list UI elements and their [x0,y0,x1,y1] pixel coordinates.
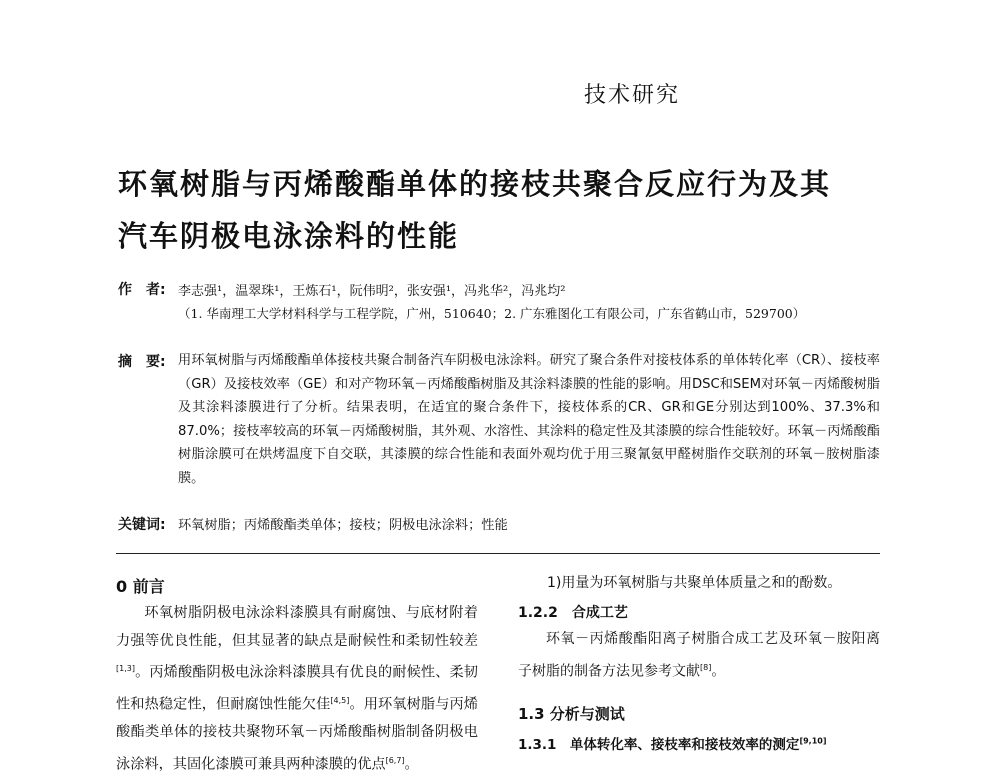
synthesis-ref: [8] [700,662,712,672]
keywords-label: 关键词: [118,517,166,533]
abstract-label: 摘 要: [118,354,166,370]
intro-text-c: 。用环氧树脂与丙烯酸酯类单体的接枝共聚物环氧－丙烯酸酯树脂制备阴极电泳涂料，其固化漆膜可兼具两种漆膜的优点 [116,696,478,773]
intro-ref-b: [4,5] [330,696,350,706]
heading-1-3-1-ref: [9,10] [799,736,827,746]
intro-text-a: 环氧树脂阴极电泳涂料漆膜具有耐腐蚀、与底材附着力强等优良性能，但其显著的缺点是耐候性和柔韧性较差 [116,605,478,649]
intro-text-d: 。 [404,756,419,773]
intro-ref-c: [6,7] [385,755,405,765]
heading-1-3-1-text: 1.3.1 单体转化率、接枝率和接枝效率的测定 [518,737,800,753]
synthesis-text: 环氧－丙烯酸酯阳离子树脂合成工艺及环氧－胺阳离子树脂的制备方法见参考文献 [518,631,880,680]
intro-text-b: 。丙烯酸酯阴极电泳涂料漆膜具有优良的耐候性、柔韧性和热稳定性，但耐腐蚀性能欠佳 [116,664,478,713]
paper-title-line-1: 环氧树脂与丙烯酸酯单体的接枝共聚合反应行为及其 [118,167,832,201]
abstract-text: 用环氧树脂与丙烯酸酯单体接枝共聚合制备汽车阴极电泳涂料。研究了聚合条件对接枝体系的单体转化率（CR）、接枝率（GR）及接枝效率（GE）和对产物环氧－丙烯酸酯树脂及其涂料漆膜的性能的影响。用DSC和SEM对环氧－丙烯酸树脂及其涂料漆膜进行了分析。结果表明，在适宜的聚合条件下，接枝体系的CR、GR和GE分别达到100%、37.3%和87.0%；接枝率较高的环氧－丙烯酸树脂，其外观、水溶性、其涂料的稳定性及其漆膜的综合性能较好。环氧－丙烯酸酯树脂涂膜可在烘烤温度下自交联，其漆膜的综合性能和表面外观均优于用三聚氰氨甲醛树脂作交联剂的环氧－胺树脂漆膜。 [178,353,880,486]
author-names: 李志强¹，温翠珠¹，王炼石¹，阮伟明²，张安强¹，冯兆华²，冯兆均² [178,284,566,299]
paper-title-line-2: 汽车阴极电泳涂料的性能 [118,219,460,253]
table-footnote: 1)用量为环氧树脂与共聚单体质量之和的酚数。 [547,575,842,591]
authors-label: 作 者: [118,282,166,298]
intro-paragraph [116,600,478,779]
keywords-text: 环氧树脂；丙烯酸酯类单体；接枝；阴极电泳涂料；性能 [178,518,508,533]
heading-1-3: 1.3 分析与测试 [518,705,625,723]
synthesis-text-end: 。 [711,663,726,680]
intro-heading: 0 前言 [116,577,165,596]
section-divider [116,553,880,554]
section-tag: 技术研究 [584,83,681,108]
author-affiliations: （1. 华南理工大学材料科学与工程学院，广州，510640；2. 广东雅图化工有限公司，广东省鹤山市，529700） [178,306,806,321]
intro-ref-a: [1,3] [116,664,135,673]
heading-1-3-1 [518,733,827,753]
synthesis-paragraph [518,626,880,686]
heading-1-2-2: 1.2.2 合成工艺 [518,605,628,621]
